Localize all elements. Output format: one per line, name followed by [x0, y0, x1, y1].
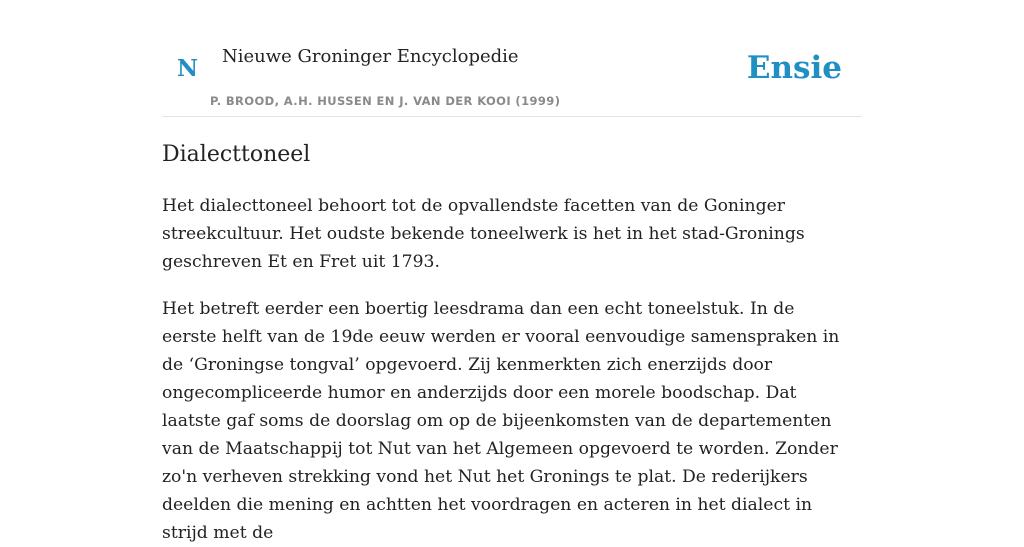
book-authors: P. BROOD, A.H. HUSSEN EN J. VAN DER KOOI (1999): [210, 94, 561, 108]
article-content: [162, 138, 862, 547]
ensie-logo[interactable]: Ensie: [746, 50, 842, 86]
header: [162, 0, 862, 117]
article-title: Dialecttoneel: [162, 142, 311, 167]
book-title[interactable]: Nieuwe Groninger Encyclopedie: [222, 46, 519, 67]
article-paragraph-1: Het dialecttoneel behoort tot de opvallendste facetten van de Goninger streekcultuur. Het oudste bekende toneelwerk is het in het stad-Gronings geschreven Et en Fret uit 1793.: [162, 196, 805, 272]
article-paragraph-2: Het betreft eerder een boertig leesdrama dan een echt toneelstuk. In de eerste helft van de 19de eeuw werden er vooral eenvoudige samenspraken in de ‘Groningse tongval’ opgevoerd. Zij kenmerkten zich enerzijds door ongecompliceerde humor en anderzijds door een morele boodschap. Dat laatste gaf soms de doorslag om op de bijeenkomsten van de departementen van de Maatschappij tot Nut van het Algemeen opgevoerd te worden. Zonder zo'n verheven strekking vond het Nut het Gronings te plat. De rederijkers deelden die mening en achtten het voordragen en acteren in het dialect in strijd met de: [162, 299, 840, 543]
book-logo[interactable]: N: [177, 55, 199, 82]
